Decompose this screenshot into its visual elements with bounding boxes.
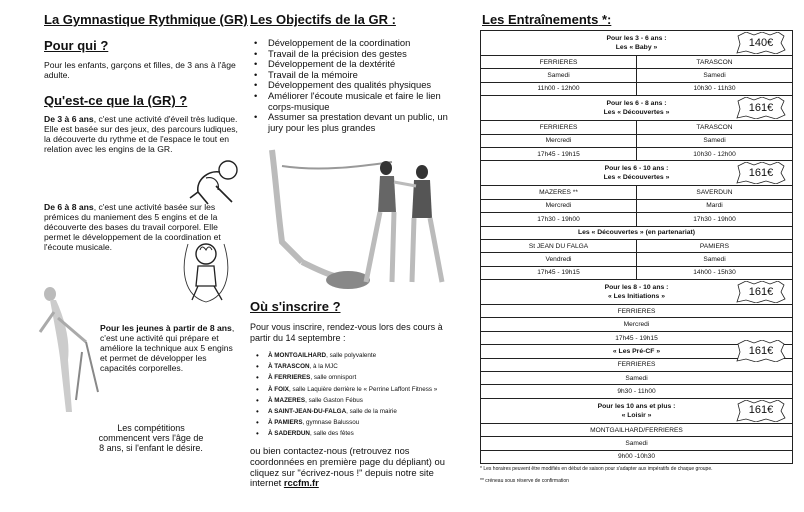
- table-row: [481, 68, 792, 81]
- day-cell: Samedi: [636, 253, 792, 265]
- group-name: « Loisir »: [621, 411, 652, 419]
- age-3-6-paragraph: [44, 114, 240, 154]
- price-value: 161€: [748, 404, 774, 417]
- price-value: 161€: [748, 344, 774, 357]
- hour-cell: 11h00 - 12h00: [537, 85, 580, 93]
- group-header: [481, 160, 792, 185]
- hour-cell: 17h45 - 19h15: [615, 334, 658, 342]
- day-cell: Mercredi: [545, 137, 572, 145]
- group-age: Pour les 3 - 6 ans :: [606, 35, 667, 42]
- table-row: [481, 147, 792, 160]
- trainings-star: *:: [598, 12, 612, 27]
- place-name: À MAZERES: [268, 396, 306, 404]
- place-detail: , salle Gaston Fébus: [305, 396, 363, 404]
- place-name: À MONTGAILHARD: [268, 352, 327, 359]
- table-row: [481, 436, 792, 449]
- group-header: [481, 279, 792, 304]
- table-row: [481, 239, 792, 252]
- place-item: [256, 417, 466, 428]
- contact-text: [250, 446, 462, 489]
- contact-sentence: ou bien contactez-nous (retrouvez nos coordonnées en première page du dépliant) ou cliquez sur "écrivez-nous !" depuis notre site internet: [250, 445, 445, 489]
- table-row: [481, 304, 792, 317]
- age-6-8-text: , c'est une activité basée sur les prémices du maniement des 5 engins et de la découverte des bases du travail corporel. Elle permet le développement de la coordination et l'écoute musicale.: [44, 202, 221, 252]
- price-value: 161€: [748, 101, 774, 114]
- place-item: [256, 384, 466, 395]
- table-row: [481, 317, 792, 330]
- place-item: [256, 428, 466, 439]
- hour-cell: 14h00 - 15h30: [636, 267, 792, 279]
- place-item: [256, 406, 466, 417]
- group-age: Pour les 6 - 8 ans :: [606, 100, 667, 108]
- trainings-title: Les Entraînements: [482, 12, 599, 27]
- age-3-6-label: De 3 à 6 ans: [44, 114, 94, 124]
- footnote-schedule: * Les horaires peuvent être modifiés en début de saison pour s'adapter aux impératifs de chaque groupe.: [480, 466, 713, 472]
- hour-cell: 17h30 - 19h00: [636, 213, 792, 225]
- main-title: La Gymnastique Rythmique (GR): [44, 12, 248, 27]
- age-8-label: Pour les jeunes à partir de 8 ans: [100, 323, 232, 333]
- table-row: [481, 252, 792, 265]
- place-name: À PAMIERS: [268, 419, 303, 427]
- place-item: [256, 361, 466, 372]
- schedule-table: [480, 30, 793, 464]
- age-3-6-text: , c'est une activité d'éveil très ludique. Elle est basée sur des jeux, des parcours ludiques, la découverte du rythme et de l'espace le tout en relation avec les engins de la GR.: [44, 114, 238, 154]
- table-row: [481, 423, 792, 436]
- group-name: Les « Découvertes »: [603, 174, 670, 182]
- place-cell: TARASCON: [636, 56, 792, 68]
- day-cell: Mercredi: [545, 202, 572, 210]
- place-detail: , salle polyvalente: [326, 352, 377, 359]
- group-name: Les « Découvertes » (en partenariat): [577, 229, 696, 237]
- objective-item: • Travail de la mémoire: [254, 70, 459, 81]
- objectives-heading: Les Objectifs de la GR :: [250, 12, 396, 27]
- objective-item: • Développement de la coordination: [254, 38, 459, 49]
- table-row: [481, 371, 792, 384]
- pour-qui-heading: Pour qui ?: [44, 38, 109, 53]
- place-detail: , à la MJC: [309, 363, 338, 371]
- place-detail: , salle de la mairie: [346, 408, 397, 416]
- place-name: À TARASCON: [268, 363, 310, 371]
- day-cell: Mercredi: [623, 321, 650, 329]
- day-cell: Mardi: [636, 200, 792, 212]
- age-6-8-label: De 6 à 8 ans: [44, 202, 94, 212]
- hour-cell: 10h30 - 12h00: [636, 148, 792, 160]
- group-header: [481, 31, 792, 55]
- place-name: À FOIX: [268, 385, 289, 393]
- place-cell: MAZERES **: [539, 189, 578, 197]
- table-row: [481, 82, 792, 95]
- price-tag: [736, 281, 786, 303]
- group-name: Les « Baby »: [615, 44, 658, 51]
- table-row: [481, 120, 792, 133]
- place-cell: FERRIERES: [539, 58, 578, 66]
- objective-item: • Améliorer l'écoute musicale et faire le lien corps-musique: [254, 91, 459, 112]
- pour-qui-text: Pour les enfants, garçons et filles, de 3 ans à l'âge adulte.: [44, 60, 236, 80]
- day-cell: Samedi: [547, 72, 570, 80]
- place-detail: , salle des fêtes: [309, 430, 354, 438]
- trainings-heading: [482, 12, 611, 27]
- jump-rope-child-icon: [178, 240, 234, 304]
- group-header: [481, 398, 792, 423]
- group-age: Pour les 6 - 10 ans :: [604, 165, 669, 173]
- places-list: [256, 350, 466, 440]
- gymnast-clubs-photo: [36, 282, 104, 422]
- day-cell: Samedi: [625, 374, 648, 382]
- website-link[interactable]: rccfm.fr: [283, 477, 319, 489]
- place-cell: FERRIERES: [617, 307, 656, 315]
- hour-cell: 9h30 - 11h00: [617, 388, 656, 396]
- place-cell: St JEAN DU FALGA: [528, 242, 589, 250]
- hour-cell: 17h30 - 19h00: [537, 215, 580, 223]
- place-name: À SADERDUN: [268, 430, 310, 438]
- place-detail: , salle Laquière derrière le « Perrine Laffont Fitness »: [289, 385, 438, 393]
- hour-cell: 10h30 - 11h30: [636, 83, 792, 95]
- price-value: 140€: [748, 36, 774, 49]
- place-name: A SAINT-JEAN-DU-FALGA: [268, 408, 347, 416]
- place-detail: , salle omnisport: [310, 374, 357, 382]
- day-cell: Samedi: [636, 135, 792, 147]
- table-row: [481, 212, 792, 225]
- hour-cell: 9h00 -10h30: [617, 453, 656, 461]
- table-row: [481, 266, 792, 279]
- table-row: [481, 384, 792, 397]
- price-tag: [736, 97, 786, 119]
- quest-heading: Qu'est-ce que la (GR) ?: [44, 93, 188, 108]
- table-row: [481, 185, 792, 198]
- price-tag: [736, 400, 786, 422]
- place-cell: TARASCON: [636, 121, 792, 133]
- place-item: [256, 395, 466, 406]
- objective-item: • Développement des qualités physiques: [254, 80, 459, 91]
- objective-item: • Assumer sa prestation devant un public, un jury pour les plus grandes: [254, 112, 459, 133]
- age-8-paragraph: [100, 323, 240, 373]
- day-cell: Samedi: [636, 69, 792, 81]
- place-cell: MONTGAILHARD/FERRIERES: [590, 426, 683, 434]
- place-item: [256, 372, 466, 383]
- day-cell: Vendredi: [545, 255, 572, 263]
- place-cell: PAMIERS: [636, 240, 792, 252]
- place-cell: SAVERDUN: [636, 186, 792, 198]
- price-value: 161€: [748, 166, 774, 179]
- day-cell: Samedi: [625, 439, 648, 447]
- place-detail: , gymnase Balussou: [302, 419, 360, 427]
- objectives-list: [254, 38, 459, 133]
- place-name: À FERRIERES: [268, 374, 311, 382]
- hour-cell: 17h45 - 19h15: [537, 150, 580, 158]
- price-value: 161€: [748, 285, 774, 298]
- group-name: « Les Initiations »: [607, 293, 666, 301]
- objective-item: • Développement de la dextérité: [254, 59, 459, 70]
- group-age: Pour les 10 ans et plus :: [597, 402, 676, 410]
- place-cell: FERRIERES: [617, 361, 656, 369]
- hour-cell: 17h45 - 19h15: [537, 269, 580, 277]
- inscription-heading: Où s'inscrire ?: [250, 299, 341, 314]
- competitions-text: Les compétitions commencent vers l'âge de 8 ans, si l'enfant le désire.: [98, 423, 204, 453]
- price-tag: [736, 32, 786, 54]
- objective-item: • Travail de la précision des gestes: [254, 49, 459, 60]
- price-tag: [736, 162, 786, 184]
- group-name: « Les Pré-CF »: [612, 347, 661, 355]
- group-age: Pour les 8 - 10 ans :: [604, 284, 669, 292]
- gymnasts-group-photo: [262, 142, 462, 294]
- place-item: [256, 350, 466, 361]
- table-row: [481, 450, 792, 463]
- inscription-text: Pour vous inscrire, rendez-vous lors des cours à partir du 14 septembre :: [250, 322, 443, 343]
- group-header: [481, 95, 792, 120]
- child-cartoon-icon: [186, 158, 242, 208]
- table-row: [481, 199, 792, 212]
- age-8-text: , c'est une activité qui prépare et améliore la technique aux 5 engins et permet de développer les capacités corporelles.: [100, 323, 235, 373]
- group-header: [481, 226, 792, 239]
- place-cell: FERRIERES: [539, 123, 578, 131]
- group-header: [481, 344, 792, 357]
- table-row: [481, 55, 792, 68]
- table-row: [481, 134, 792, 147]
- price-tag: [736, 340, 786, 362]
- footnote-confirmation: ** créneau sous réserve de confirmation: [480, 478, 569, 484]
- group-name: Les « Découvertes »: [603, 109, 670, 117]
